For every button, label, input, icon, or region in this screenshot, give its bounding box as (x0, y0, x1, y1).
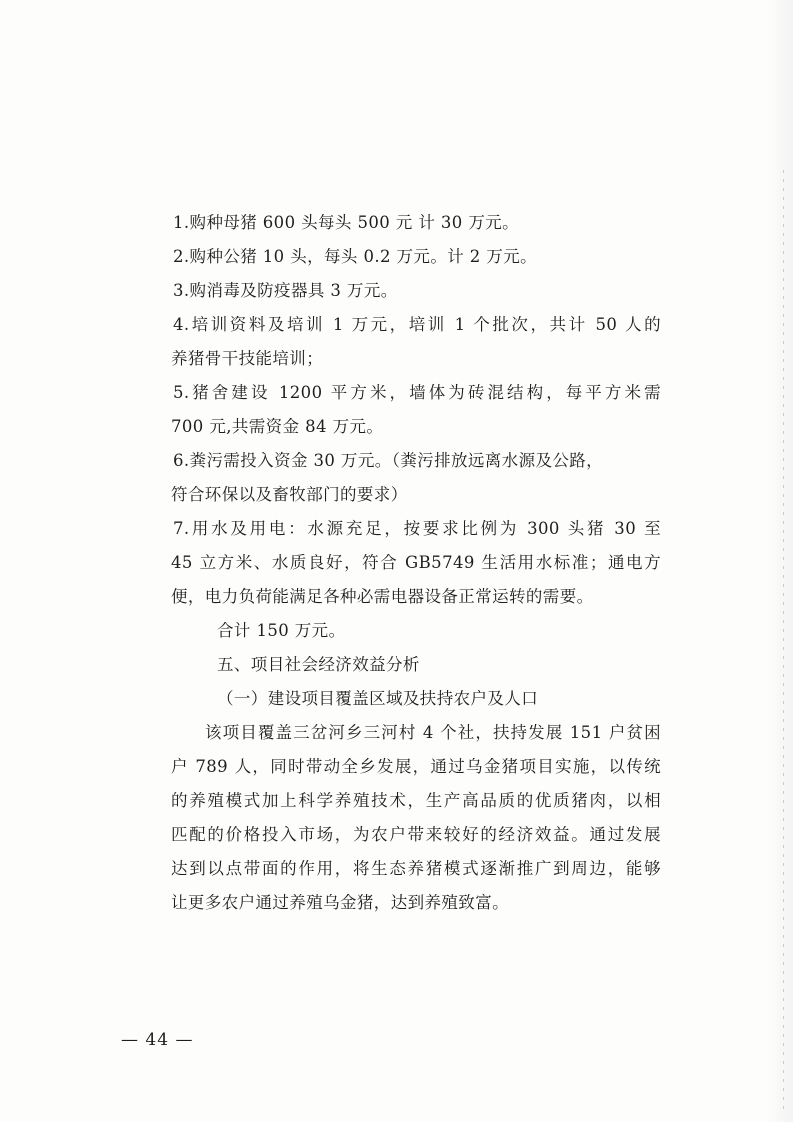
page-number: — 44 — (121, 1030, 194, 1050)
item-3-line: 3.购消毒及防疫器具 3 万元。 (173, 281, 398, 300)
item-7-line-2: 45 立方米、水质良好，符合 GB5749 生活用水标准；通电方 (171, 553, 661, 572)
subsection-one-heading: （一）建设项目覆盖区域及扶持农户及人口 (217, 689, 539, 708)
item-6-line-1: 6.粪污需投入资金 30 万元。（粪污排放远离水源及公路， (173, 451, 604, 470)
scan-artifact-line (783, 170, 784, 1110)
paragraph-line-2: 户 789 人，同时带动全乡发展，通过乌金猪项目实施，以传统 (171, 757, 661, 776)
item-5-line-2: 700 元,共需资金 84 万元。 (171, 417, 384, 436)
paragraph-line-6: 让更多农户通过养殖乌金猪，达到养殖致富。 (171, 893, 509, 912)
item-7-line-1: 7.用水及用电：水源充足，按要求比例为 300 头猪 30 至 (173, 519, 661, 538)
item-7-line-3: 便，电力负荷能满足各种必需电器设备正常运转的需要。 (171, 587, 594, 606)
paragraph-line-3: 的养殖模式加上科学养殖技术，生产高品质的优质猪肉，以相 (171, 791, 661, 810)
scan-edge-shade (767, 0, 793, 1122)
item-2-line: 2.购种公猪 10 头，每头 0.2 万元。计 2 万元。 (173, 247, 538, 266)
paragraph-line-1: 该项目覆盖三岔河乡三河村 4 个社，扶持发展 151 户贫困 (205, 723, 661, 742)
total-line: 合计 150 万元。 (217, 621, 346, 640)
item-5-line-1: 5.猪舍建设 1200 平方米，墙体为砖混结构，每平方米需 (173, 383, 661, 402)
paragraph-line-5: 达到以点带面的作用，将生态养猪模式逐渐推广到周边，能够 (171, 859, 661, 878)
item-6-line-2: 符合环保以及畜牧部门的要求） (171, 485, 408, 504)
document-body (173, 206, 661, 920)
item-4-line-2: 养猪骨干技能培训； (171, 349, 324, 368)
section-five-heading: 五、项目社会经济效益分析 (217, 655, 420, 674)
paragraph-line-4: 匹配的价格投入市场，为农户带来较好的经济效益。通过发展 (171, 825, 661, 844)
item-4-line-1: 4.培训资料及培训 1 万元，培训 1 个批次，共计 50 人的 (173, 315, 661, 334)
item-1-line: 1.购种母猪 600 头每头 500 元 计 30 万元。 (173, 213, 520, 232)
